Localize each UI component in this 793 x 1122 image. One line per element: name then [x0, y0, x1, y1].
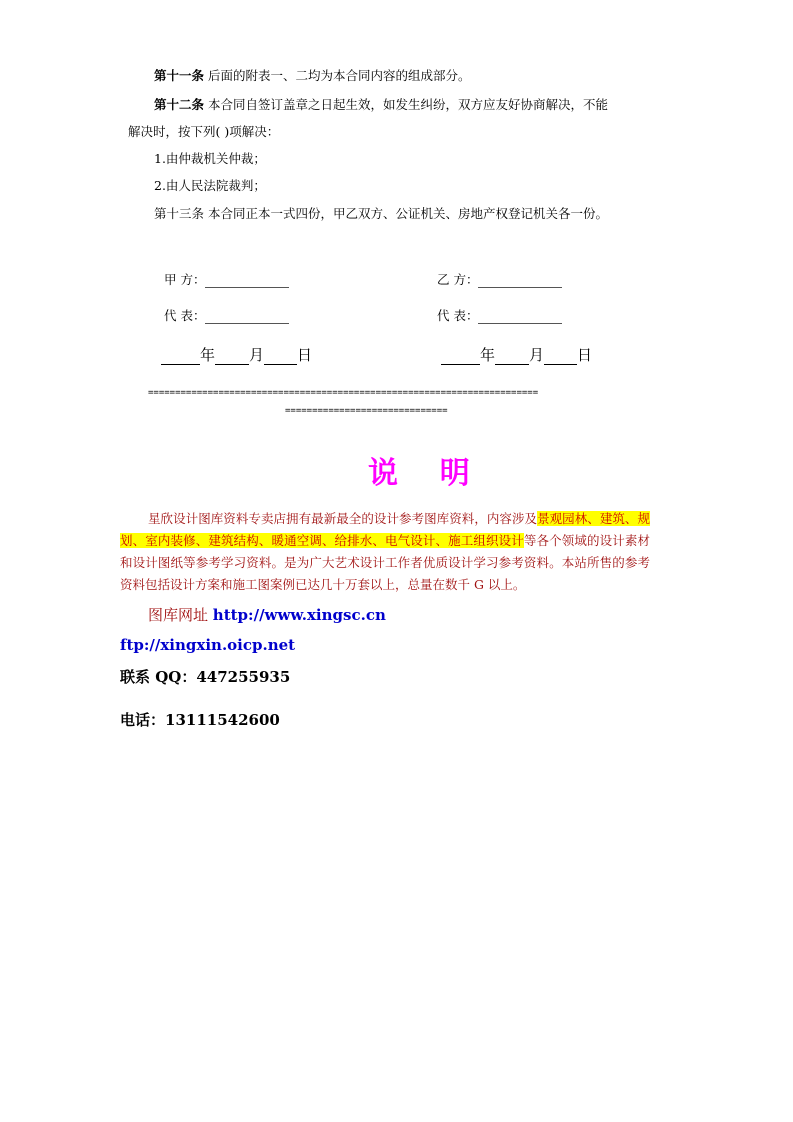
clause-13: 第十三条 本合同正本一式四份，甲乙双方、公证机关、房地产权登记机关各一份。: [154, 206, 608, 221]
party-a-label: 甲 方：: [164, 272, 206, 287]
date-a-row: [161, 344, 312, 365]
site-link[interactable]: http://www.xingsc.cn: [212, 606, 386, 624]
qq-number: 447255935: [196, 668, 291, 686]
month-b-label: 月: [529, 346, 545, 364]
party-a-row: [164, 270, 289, 288]
year-a-blank: [161, 348, 200, 365]
month-b-blank: [495, 348, 529, 365]
year-b-blank: [441, 348, 480, 365]
site-row: [148, 604, 386, 625]
clause-12: [154, 95, 608, 113]
rep-b-blank: [478, 322, 562, 324]
rep-a-blank: [205, 322, 289, 324]
phone-number: 13111542600: [165, 711, 280, 729]
day-b-label: 日: [577, 346, 593, 364]
notice-intro: 星欣设计图库资料专卖店拥有最新最全的设计参考图库资料，内容涉及: [148, 511, 538, 526]
party-b-row: [437, 270, 562, 288]
clause-11-text: 后面的附表一、二均为本合同内容的组成部分。: [208, 68, 471, 83]
month-a-blank: [215, 348, 249, 365]
site-label: 图库网址: [148, 606, 209, 624]
clause-12-text: 本合同自签订盖章之日起生效，如发生纠纷，双方应友好协商解决，不能: [208, 97, 609, 112]
date-b-row: [441, 344, 592, 365]
day-a-label: 日: [297, 346, 313, 364]
ftp-link[interactable]: ftp://xingxin.oicp.net: [120, 636, 296, 654]
clause-12-label: 第十二条: [154, 97, 205, 112]
notice-highlight: 景观园林、建筑、规划、室内装修、建筑结构、暖通空调、给排水、电气设计、施工组织设计: [120, 511, 650, 548]
qq-label: 联系 QQ：: [120, 668, 197, 686]
phone-label: 电话：: [120, 711, 166, 729]
separator-line-2: ==============================: [285, 406, 448, 416]
notice-rest: 等各个领域的设计素材和设计图纸等参考学习资料。是为广大艺术设计工作者优质设计学习参考资料。本站所售的参考资料包括设计方案和施工图案例已达几十万套以上，总量在数千 G 以上。: [120, 533, 650, 592]
notice-title: 说 明: [368, 456, 470, 491]
clause-12-text-line2: 解决时，按下列( )项解决：: [128, 124, 280, 139]
clause-11: [154, 66, 471, 84]
year-a-label: 年: [200, 346, 216, 364]
rep-a-row: [164, 306, 289, 324]
rep-b-row: [437, 306, 562, 324]
rep-a-label: 代 表：: [164, 308, 206, 323]
option-2: 2.由人民法院裁判；: [154, 178, 266, 193]
notice-description: [120, 508, 650, 596]
day-b-blank: [544, 348, 577, 365]
phone-row: [120, 709, 280, 730]
year-b-label: 年: [480, 346, 496, 364]
option-1: 1.由仲裁机关仲裁；: [154, 151, 266, 166]
qq-row: [120, 666, 290, 687]
party-a-blank: [205, 286, 289, 288]
separator-line-1: ========================================================================: [148, 388, 539, 398]
month-a-label: 月: [249, 346, 265, 364]
day-a-blank: [264, 348, 297, 365]
party-b-label: 乙 方：: [437, 272, 479, 287]
rep-b-label: 代 表：: [437, 308, 479, 323]
party-b-blank: [478, 286, 562, 288]
clause-11-label: 第十一条: [154, 68, 205, 83]
